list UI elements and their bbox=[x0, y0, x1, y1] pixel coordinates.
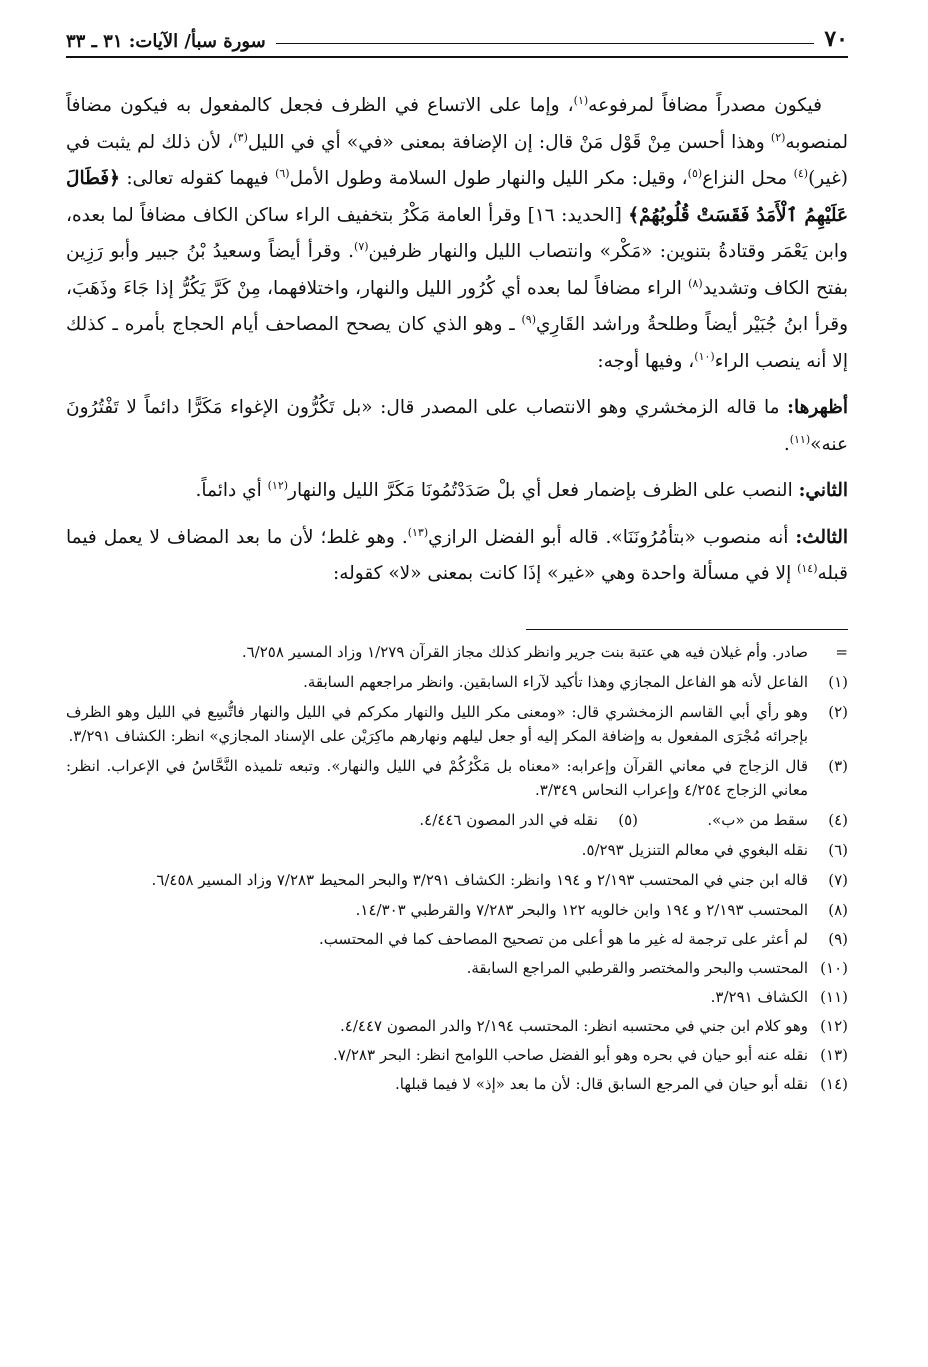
footnote-2: (٢) وهو رأي أبي القاسم الزمخشري قال: «ومعنى مكر الليل والنهار مكركم في الليل والنهار فاتُّسِع في الليل وهو الظرف بإجرائه مُجْرَى المفعول به وإضافة المكر إليه أو جعل ليلهم ونهارهم ماكِرَيْن على الإسناد المجازي» انظر: الكشاف ٣/٢٩١. bbox=[66, 702, 848, 745]
footnotes bbox=[66, 640, 848, 1096]
footnote-4-mark: (٤) bbox=[828, 810, 848, 829]
footnote-ref: (١٣) bbox=[407, 525, 429, 539]
footnote-ref: (٢) bbox=[770, 130, 786, 144]
paragraph-first-view: أظهرها: ما قاله الزمخشري وهو الانتصاب على المصدر قال: «بل تَكُرُّون الإغواء مَكَرًّا دائماً لا تَفْتُرُونَ عنه»$^{(١١)}$. bbox=[66, 397, 848, 455]
footnote-14: (١٤) نقله أبو حيان في المرجع السابق قال: لأن ما بعد «إذ» لا فيما قبلها. bbox=[395, 1074, 848, 1093]
footnote-12: (١٢) وهو كلام ابن جني في محتسبه انظر: المحتسب ٢/١٩٤ والدر المصون ٤/٤٤٧. bbox=[340, 1016, 848, 1035]
book-page bbox=[66, 22, 848, 1101]
footnote-6: (٦) نقله البغوي في معالم التنزيل ٥/٢٩٣. bbox=[581, 840, 848, 859]
footnote-continuation: = صادر. وأم غيلان فيه هي عتبة بنت جرير وانظر كذلك مجاز القرآن ١/٢٧٩ وزاد المسير ٦/٢٥٨. bbox=[241, 642, 848, 661]
main-text bbox=[66, 88, 848, 593]
footnote-ref: (٧) bbox=[354, 239, 369, 253]
footnote-ref: (٥) bbox=[687, 166, 703, 180]
footnote-separator bbox=[526, 629, 848, 630]
footnote-5-mark: (٥) bbox=[618, 810, 638, 829]
quran-verse: ﴿فَطَالَ عَلَيْهِمُ ٱلْأَمَدُ فَقَسَتْ قُلُوبُهُمْ﴾ bbox=[66, 168, 848, 226]
footnote-4-text: سقط من «ب». bbox=[707, 810, 808, 829]
view-label: أظهرها: bbox=[787, 397, 848, 418]
footnote-1: (١) الفاعل لأنه هو الفاعل المجازي وهذا تأكيد لآراء السابقين. وانظر مراجعهم السابقة. bbox=[303, 672, 848, 691]
footnote-ref: (٣) bbox=[233, 130, 248, 144]
header-rule bbox=[66, 56, 848, 58]
header-leader-line bbox=[276, 43, 815, 44]
footnote-10: (١٠) المحتسب والبحر والمختصر والقرطبي المراجع السابقة. bbox=[466, 958, 848, 977]
running-header bbox=[66, 22, 848, 52]
running-title: سورة سبأ/ الآيات: ٣١ ـ ٣٣ bbox=[66, 31, 266, 52]
page-number: ٧٠ bbox=[824, 26, 848, 52]
footnote-ref: (٦) bbox=[275, 166, 290, 180]
paragraph-main: فيكون مصدراً مضافاً لمرفوعه$^{(١)}$، وإما على الاتساع في الظرف فجعل كالمفعول به فيكون مضافاً لمنصوبه$^{(٢)}$ وهذا أحسن مِنْ قَوْل مَنْ قال: إن الإضافة بمعنى «في» أي في الليل$^{(٣)}$، لأن ذلك لم يثبت في (غير)$^{(٤)}$ محل النزاع$^{(٥)}$، وقيل: مكر الليل والنهار طول السلامة وطول الأمل$^{(٦)}$ فيهما كقوله تعالى: ﴿فَطَالَ عَلَيْهِمُ ٱلْأَمَدُ فَقَسَتْ قُلُوبُهُمْ﴾ [الحديد: ١٦] وقرأ العامة مَكْرُ بتخفيف الراء ساكن الكاف مضافاً لما بعده، وابن يَعْمَر وقتادةُ بتنوين: «مَكْر» وانتصاب الليل والنهار ظرفين$^{(٧)}$. وقرأ أيضاً وسعيدُ بْنُ جبير وأبو رَزِين بفتح الكاف وتشديد$^{(٨)}$ الراء مضافاً لما بعده أي كُرُور الليل والنهار، واختلافهما، مِنْ كَرَّ يَكُرُّ إذا جَاءَ وذَهَبَ، وقرأ ابنُ جُبَيْر أيضاً وطلحةُ وراشد القَارِي$^{(٩)}$ ـ وهو الذي كان يصحح المصاحف أيام الحجاج بأمره ـ كذلك إلا أنه ينصب الراء$^{(١٠)}$، وفيها أوجه: bbox=[66, 93, 848, 372]
footnotes-4-5 bbox=[66, 808, 848, 832]
footnote-ref: (٤) bbox=[793, 166, 809, 180]
footnote-ref: (١٤) bbox=[797, 561, 818, 575]
footnote-9: (٩) لم أعثر على ترجمة له غير ما هو أعلى من تصحيح المصاحف كما في المحتسب. bbox=[318, 929, 848, 948]
footnote-8: (٨) المحتسب ٢/١٩٣ و ١٩٤ وابن خالويه ١٢٢ والبحر ٧/٢٨٣ والقرطبي ١٤/٣٠٣. bbox=[355, 900, 848, 919]
view-label: الثالث: bbox=[795, 526, 848, 548]
paragraph-second-view: الثاني: النصب على الظرف بإضمار فعل أي بلْ صَدَدْتُمُونَا مَكَرَّ الليل والنهار$^{(١٢)}$ أي دائماً. bbox=[195, 478, 848, 501]
footnote-13: (١٣) نقله عنه أبو حيان في بحره وهو أبو الفضل صاحب اللوامح انظر: البحر ٧/٢٨٣. bbox=[332, 1045, 848, 1064]
footnote-3: (٣) قال الزجاج في معاني القرآن وإعرابه: «معناه بل مَكْرُكُمْ في الليل والنهار». وتبعه تلميذه النَّحَّاسُ في الإعراب. انظر: معاني الزجاج ٤/٢٥٤ وإعراب النحاس ٣/٣٤٩. bbox=[66, 756, 848, 799]
footnote-ref: (٨) bbox=[688, 276, 703, 290]
view-label: الثاني: bbox=[798, 480, 848, 501]
footnote-11: (١١) الكشاف ٣/٢٩١. bbox=[710, 987, 848, 1006]
footnote-ref: (٩) bbox=[521, 312, 536, 326]
paragraph-third-view: الثالث: أنه منصوب «بتأمُرُونَنَا». قاله أبو الفضل الرازي$^{(١٣)}$. وهو غلط؛ لأن ما بعد المضاف لا يعمل فيما قبله$^{(١٤)}$ إلا في مسألة واحدة وهي «غير» إذَا كانت بمعنى «لا» كقوله: bbox=[66, 525, 848, 584]
footnote-7: (٧) قاله ابن جني في المحتسب ٢/١٩٣ و ١٩٤ وانظر: الكشاف ٣/٢٩١ والبحر المحيط ٧/٢٨٣ وزاد المسير ٦/٤٥٨. bbox=[151, 870, 848, 889]
footnote-ref: (١٢) bbox=[267, 478, 289, 492]
footnote-5-text: نقله في الدر المصون ٤/٤٤٦. bbox=[419, 810, 598, 829]
footnote-ref: (١٠) bbox=[694, 349, 715, 363]
footnote-ref: (١١) bbox=[789, 432, 811, 446]
footnote-ref: (١) bbox=[573, 93, 589, 107]
